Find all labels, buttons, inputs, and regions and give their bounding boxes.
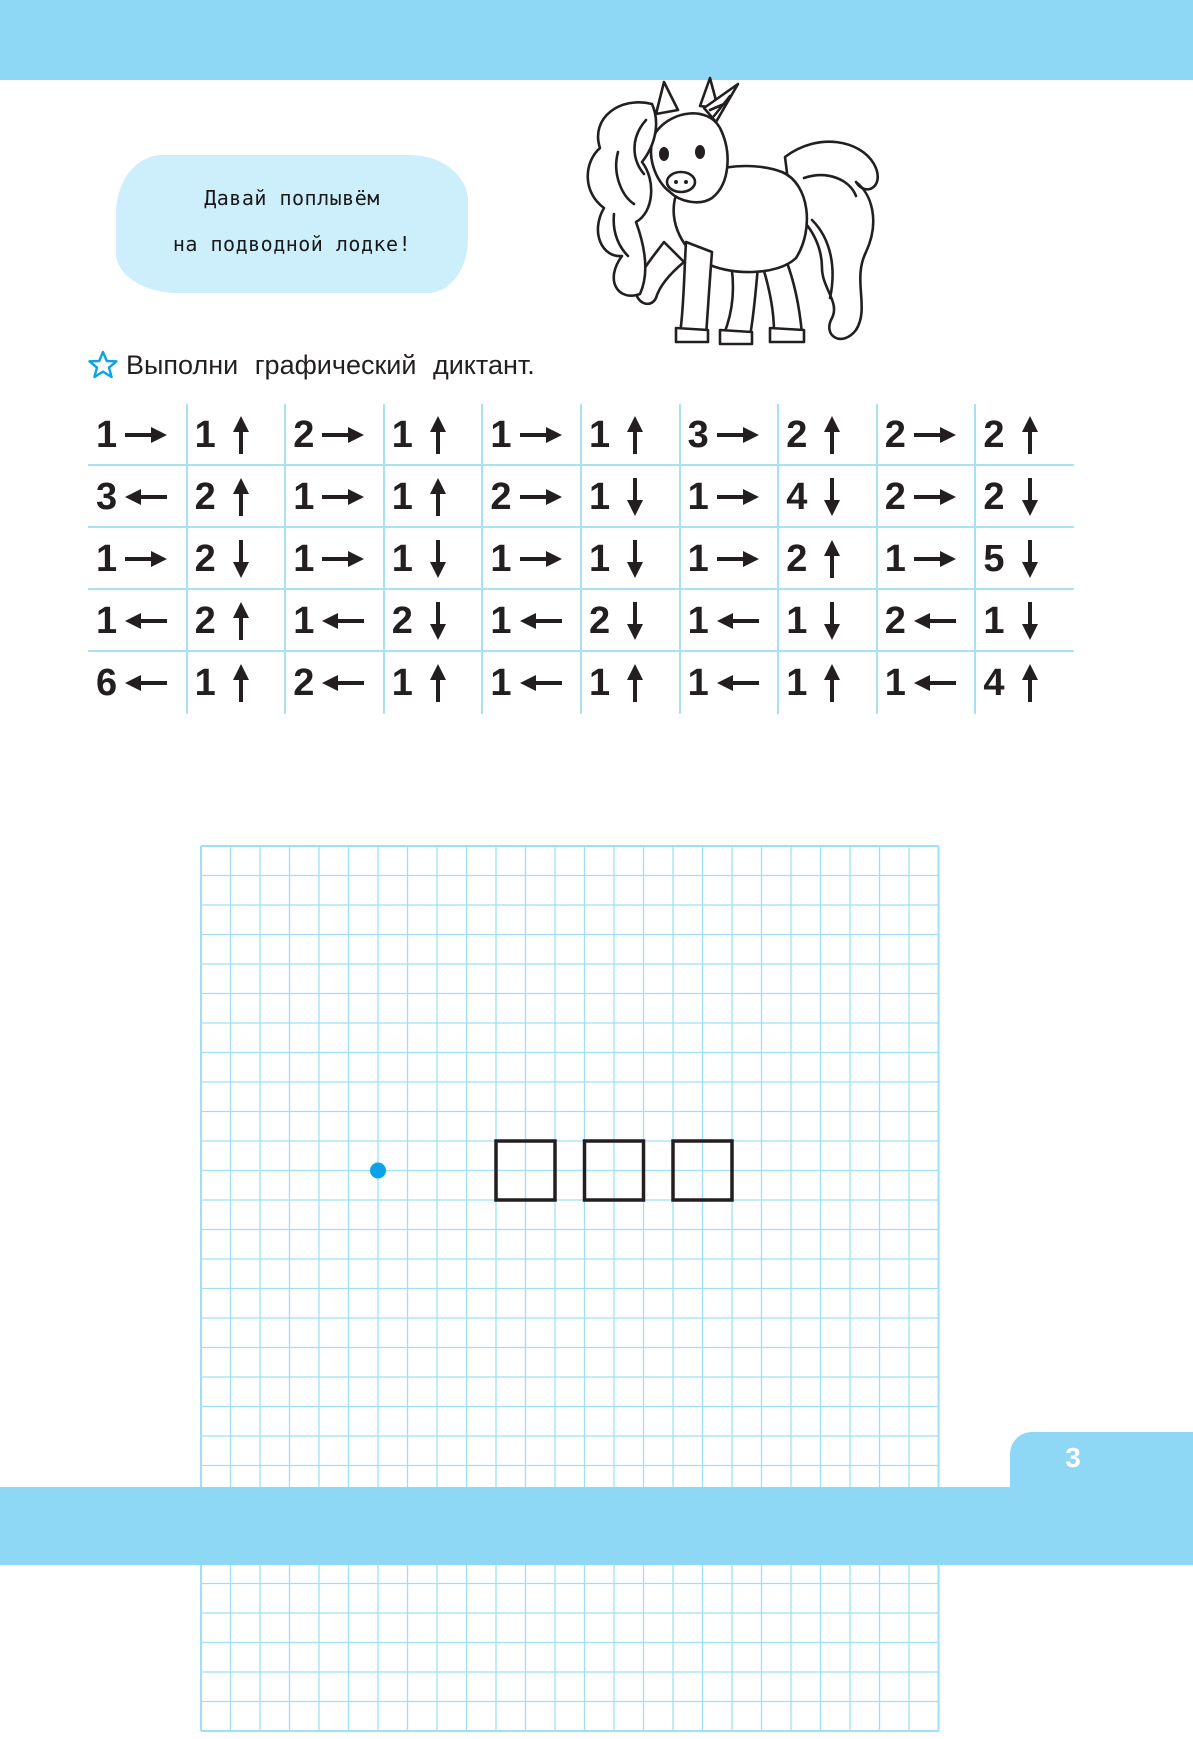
dictation-step — [392, 590, 490, 652]
arrow-up-icon — [230, 477, 252, 517]
step-count: 2 — [884, 414, 906, 456]
dictation-step — [688, 528, 786, 590]
step-count: 1 — [391, 662, 413, 704]
step-count: 1 — [490, 538, 512, 580]
dictation-table — [88, 404, 1074, 714]
arrow-up-icon — [821, 663, 843, 703]
step-count: 4 — [983, 662, 1005, 704]
arrow-up-icon — [1019, 415, 1041, 455]
arrow-left-icon — [912, 610, 958, 632]
dictation-step — [96, 466, 194, 528]
dictation-step — [392, 652, 490, 714]
step-count: 2 — [589, 600, 611, 642]
step-count: 1 — [589, 662, 611, 704]
step-count: 1 — [884, 538, 906, 580]
dictation-step — [195, 528, 293, 590]
arrow-up-icon — [821, 539, 843, 579]
dictation-step — [589, 404, 687, 466]
arrow-down-icon — [624, 477, 646, 517]
dictation-step — [392, 404, 490, 466]
step-count: 1 — [490, 414, 512, 456]
arrow-right-icon — [320, 424, 366, 446]
arrow-left-icon — [320, 672, 366, 694]
arrow-down-icon — [230, 539, 252, 579]
step-count: 1 — [96, 538, 118, 580]
dictation-step — [195, 590, 293, 652]
dictation-step — [786, 528, 884, 590]
step-count: 2 — [884, 476, 906, 518]
step-count: 2 — [983, 414, 1005, 456]
arrow-right-icon — [518, 424, 564, 446]
arrow-down-icon — [1019, 539, 1041, 579]
step-count: 2 — [786, 538, 808, 580]
page-number: 3 — [1065, 1442, 1081, 1473]
step-count: 2 — [983, 476, 1005, 518]
arrow-up-icon — [230, 415, 252, 455]
dictation-step — [983, 652, 1081, 714]
task-text: Выполни графический диктант. — [126, 349, 535, 380]
step-count: 1 — [589, 476, 611, 518]
dictation-step — [96, 590, 194, 652]
dictation-step — [293, 590, 391, 652]
arrow-down-icon — [1019, 477, 1041, 517]
step-count: 1 — [293, 476, 315, 518]
arrow-right-icon — [320, 548, 366, 570]
step-count: 2 — [194, 600, 216, 642]
arrow-left-icon — [123, 672, 169, 694]
star-outline-icon — [88, 350, 118, 380]
step-count: 1 — [589, 538, 611, 580]
dictation-step — [490, 652, 588, 714]
dictation-step — [983, 528, 1081, 590]
arrow-right-icon — [123, 548, 169, 570]
dictation-step — [885, 466, 983, 528]
arrow-up-icon — [1019, 663, 1041, 703]
arrow-down-icon — [427, 539, 449, 579]
dictation-step — [195, 404, 293, 466]
unicorn-illustration — [560, 62, 900, 362]
column-divider — [777, 404, 779, 714]
dictation-step — [589, 528, 687, 590]
step-count: 1 — [687, 600, 709, 642]
step-count: 1 — [293, 538, 315, 580]
step-count: 5 — [983, 538, 1005, 580]
arrow-up-icon — [624, 415, 646, 455]
arrow-up-icon — [427, 477, 449, 517]
step-count: 2 — [293, 414, 315, 456]
step-count: 1 — [391, 414, 413, 456]
step-count: 3 — [687, 414, 709, 456]
arrow-right-icon — [912, 548, 958, 570]
arrow-right-icon — [912, 486, 958, 508]
dictation-step — [688, 652, 786, 714]
step-count: 1 — [786, 600, 808, 642]
dictation-step — [195, 466, 293, 528]
arrow-right-icon — [518, 486, 564, 508]
arrow-right-icon — [715, 486, 761, 508]
step-count: 1 — [391, 476, 413, 518]
step-count: 2 — [884, 600, 906, 642]
dictation-step — [293, 466, 391, 528]
arrow-down-icon — [427, 601, 449, 641]
squared-grid[interactable] — [200, 845, 942, 1739]
column-divider — [481, 404, 483, 714]
speech-bubble-line-2: на подводной лодке! — [172, 232, 412, 256]
dictation-step — [885, 528, 983, 590]
dictation-step — [885, 404, 983, 466]
step-count: 2 — [194, 476, 216, 518]
dictation-step — [688, 466, 786, 528]
step-count: 1 — [293, 600, 315, 642]
arrow-down-icon — [821, 601, 843, 641]
arrow-right-icon — [715, 424, 761, 446]
dictation-step — [786, 652, 884, 714]
dictation-step — [96, 528, 194, 590]
step-count: 1 — [786, 662, 808, 704]
dictation-step — [589, 466, 687, 528]
step-count: 4 — [786, 476, 808, 518]
arrow-up-icon — [821, 415, 843, 455]
arrow-right-icon — [320, 486, 366, 508]
arrow-down-icon — [624, 539, 646, 579]
step-count: 1 — [391, 538, 413, 580]
dictation-step — [688, 590, 786, 652]
step-count: 1 — [490, 600, 512, 642]
speech-bubble-line-1: Давай поплывём — [204, 186, 380, 210]
step-count: 6 — [96, 662, 118, 704]
arrow-down-icon — [624, 601, 646, 641]
dictation-step — [885, 590, 983, 652]
dictation-step — [293, 404, 391, 466]
column-divider — [974, 404, 976, 714]
arrow-up-icon — [427, 415, 449, 455]
arrow-right-icon — [715, 548, 761, 570]
dictation-step — [293, 652, 391, 714]
bottom-band — [0, 1487, 1193, 1565]
arrow-right-icon — [123, 424, 169, 446]
arrow-up-icon — [427, 663, 449, 703]
step-count: 1 — [96, 414, 118, 456]
arrow-right-icon — [518, 548, 564, 570]
step-count: 2 — [391, 600, 413, 642]
step-count: 2 — [194, 538, 216, 580]
arrow-left-icon — [123, 610, 169, 632]
dictation-step — [786, 404, 884, 466]
step-count: 1 — [194, 662, 216, 704]
dictation-step — [490, 590, 588, 652]
start-dot — [370, 1163, 386, 1179]
step-count: 1 — [96, 600, 118, 642]
column-divider — [679, 404, 681, 714]
dictation-step — [392, 528, 490, 590]
arrow-left-icon — [518, 672, 564, 694]
column-divider — [383, 404, 385, 714]
step-count: 1 — [687, 662, 709, 704]
arrow-left-icon — [912, 672, 958, 694]
dictation-step — [490, 404, 588, 466]
dictation-step — [490, 466, 588, 528]
step-count: 1 — [687, 476, 709, 518]
step-count: 3 — [96, 476, 118, 518]
step-count: 2 — [293, 662, 315, 704]
arrow-up-icon — [624, 663, 646, 703]
step-count: 1 — [983, 600, 1005, 642]
arrow-up-icon — [230, 663, 252, 703]
arrow-left-icon — [123, 486, 169, 508]
dictation-step — [983, 466, 1081, 528]
arrow-left-icon — [715, 610, 761, 632]
step-count: 1 — [589, 414, 611, 456]
step-count: 1 — [194, 414, 216, 456]
arrow-down-icon — [821, 477, 843, 517]
speech-bubble — [116, 155, 468, 293]
dictation-step — [786, 590, 884, 652]
step-count: 2 — [786, 414, 808, 456]
column-divider — [284, 404, 286, 714]
dictation-step — [589, 652, 687, 714]
dictation-step — [195, 652, 293, 714]
arrow-left-icon — [320, 610, 366, 632]
dictation-step — [786, 466, 884, 528]
dictation-step — [490, 528, 588, 590]
step-count: 2 — [490, 476, 512, 518]
column-divider — [186, 404, 188, 714]
dictation-step — [96, 404, 194, 466]
arrow-up-icon — [230, 601, 252, 641]
dictation-step — [96, 652, 194, 714]
step-count: 1 — [687, 538, 709, 580]
column-divider — [580, 404, 582, 714]
dictation-step — [983, 404, 1081, 466]
dictation-step — [589, 590, 687, 652]
arrow-down-icon — [1019, 601, 1041, 641]
step-count: 1 — [884, 662, 906, 704]
column-divider — [876, 404, 878, 714]
step-count: 1 — [490, 662, 512, 704]
task-heading — [88, 343, 535, 387]
dictation-step — [688, 404, 786, 466]
arrow-left-icon — [715, 672, 761, 694]
dictation-step — [885, 652, 983, 714]
arrow-left-icon — [518, 610, 564, 632]
dictation-step — [392, 466, 490, 528]
dictation-step — [293, 528, 391, 590]
arrow-right-icon — [912, 424, 958, 446]
dictation-step — [983, 590, 1081, 652]
